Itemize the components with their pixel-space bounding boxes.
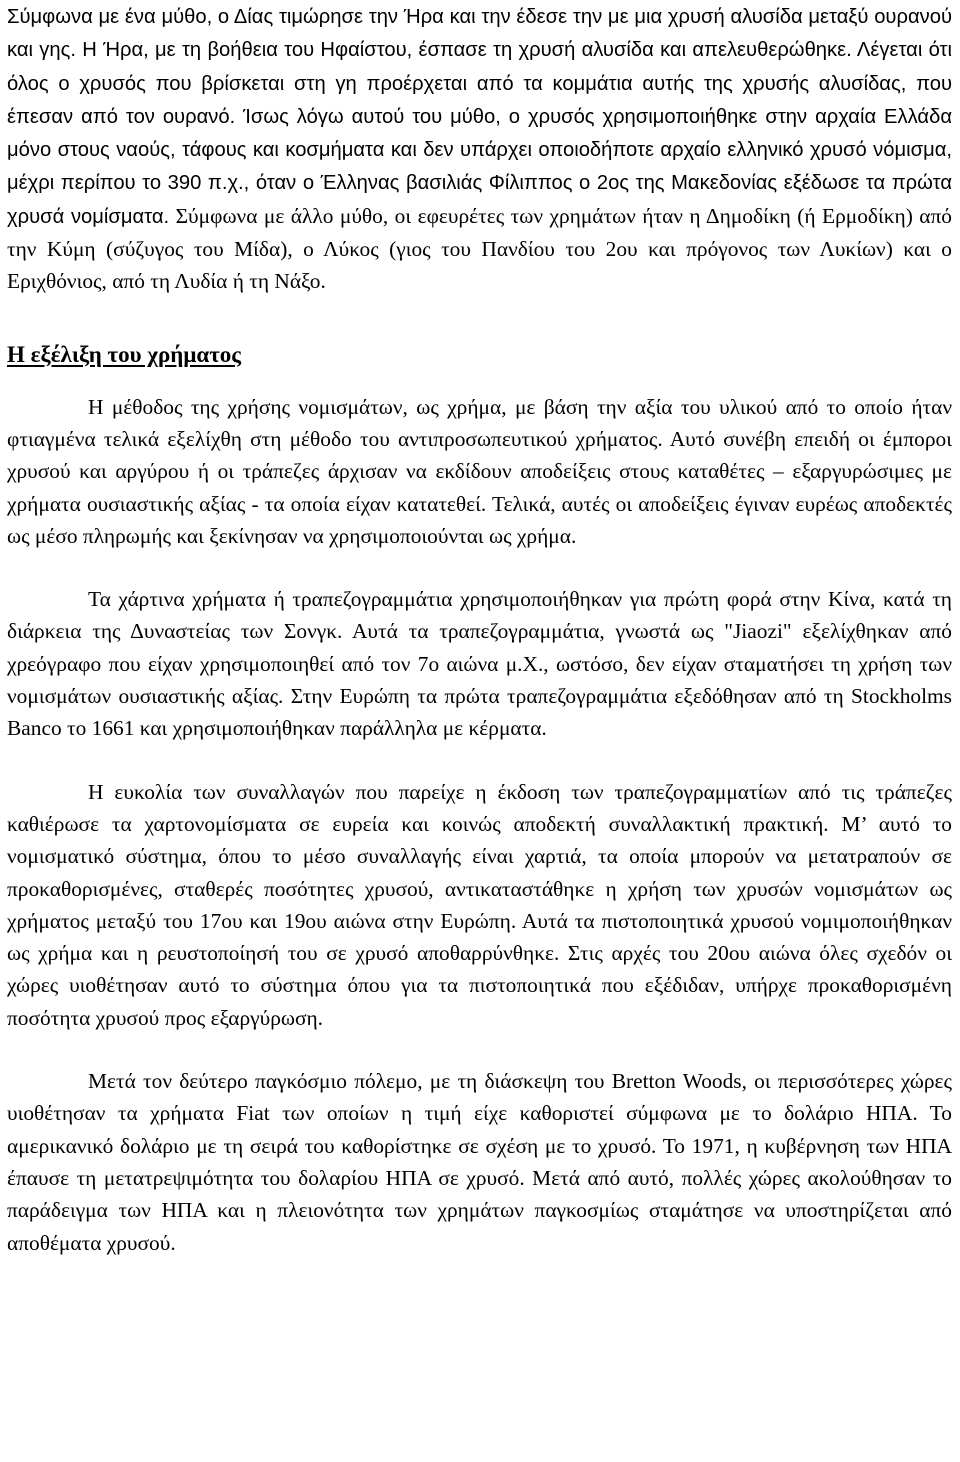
body-paragraph-4: Μετά τον δεύτερο παγκόσμιο πόλεμο, με τη διάσκεψη του Bretton Woods, οι περισσότερες χώρες υιοθέτησαν τα χρήματα Fiat των οποίων η τιμή είχε καθοριστεί σύμφωνα με το δολάριο ΗΠΑ. Το αμερικανικό δολάριο με τη σειρά του καθορίστηκε σε σχέση με το χρυσό. Το 1971, η κυβέρνηση των ΗΠΑ έπαυσε τη μετατρεψιμότητα του δολαρίου ΗΠΑ σε χρυσό. Μετά από αυτό, πολλές χώρες ακολούθησαν το παράδειγμα των ΗΠΑ και η πλειονότητα των χρημάτων παγκοσμίως σταμάτησε να υποστηρίζεται από αποθέματα χρυσού. xyxy=(7,1069,952,1255)
intro-text-serif: Σύμφωνα με άλλο μύθο, οι εφευρέτες των χρημάτων ήταν η Δημοδίκη (ή Ερμοδίκη) από την Κύμη (σύζυγος του Μίδα), ο Λύκος (γιος του Πανδίου του 2ου και πρόγονος των Λυκίων) και ο Εριχθόνιος, από τη Λυδία ή τη Νάξο. xyxy=(7,203,952,294)
document-page xyxy=(7,0,952,1259)
intro-paragraph xyxy=(7,0,952,298)
intro-text-sans: Σύμφωνα με ένα μύθο, ο Δίας τιμώρησε την Ήρα και την έδεσε την με μια χρυσή αλυσίδα μεταξύ ουρανού και γης. Η Ήρα, με τη βοήθεια του Ηφαίστου, έσπασε τη χρυσή αλυσίδα και απελευθερώθηκε. Λέγεται ότι όλος ο χρυσός που βρίσκεται στη γη προέρχεται από τα κομμάτια αυτής της χρυσής αλυσίδας, που έπεσαν από τον ουρανό. Ίσως λόγω αυτού του μύθο, ο χρυσός χρησιμοποιήθηκε στην αρχαία Ελλάδα μόνο στους ναούς, τάφους και κοσμήματα και δεν υπάρχει οποιοδήποτε αρχαίο ελληνικό χρυσό νόμισμα, μέχρι περίπου το 390 π.χ., όταν ο Έλληνας βασιλιάς Φίλιππος ο 2ος της Μακεδονίας εξέδωσε τα πρώτα χρυσά νομίσματα. xyxy=(7,6,952,228)
section-heading: Η εξέλιξη του χρήματος xyxy=(7,341,241,367)
body-paragraph-2: Τα χάρτινα χρήματα ή τραπεζογραμμάτια χρησιμοποιήθηκαν για πρώτη φορά στην Κίνα, κατά τη διάρκεια της Δυναστείας των Σονγκ. Αυτά τα τραπεζογραμμάτια, γνωστά ως "Jiaozi" εξελίχθηκαν από χρεόγραφο που είχαν χρησιμοποιηθεί από τον 7ο αιώνα μ.Χ., ωστόσο, δεν είχαν σταματήσει τη χρήση των νομισμάτων ουσιαστικής αξίας. Στην Ευρώπη τα πρώτα τραπεζογραμμάτια εξεδόθησαν από τη Stockholms Banco το 1661 και χρησιμοποιήθηκαν παράλληλα με κέρματα. xyxy=(7,587,952,741)
body-paragraph-3: Η ευκολία των συναλλαγών που παρείχε η έκδοση των τραπεζογραμματίων από τις τράπεζες καθιέρωσε τα χαρτονομίσματα σε ευρεία και κοινώς αποδεκτή συναλλακτική πρακτική. Μ’ αυτό το νομισματικό σύστημα, όπου το μέσο συναλλαγής είναι χαρτιά, τα οποία μπορούν να μετατραπούν σε προκαθορισμένες, σταθερές ποσότητες χρυσού, αντικαταστάθηκε η χρήση των χρυσών νομισμάτων ως χρήματος μεταξύ του 17ου και 19ου αιώνα στην Ευρώπη. Αυτά τα πιστοποιητικά χρυσού νομιμοποιήθηκαν ως χρήμα και η ρευστοποίησή του σε χρυσό αποθαρρύνθηκε. Στις αρχές του 20ου αιώνα όλες σχεδόν οι χώρες υιοθέτησαν αυτό το σύστημα όπου για τα πιστοποιητικά που εξέδιδαν, υπήρχε προκαθορισμένη ποσότητα χρυσού προς εξαργύρωση. xyxy=(7,779,952,1030)
body-paragraph-1: Η μέθοδος της χρήσης νομισμάτων, ως χρήμα, με βάση την αξία του υλικού από το οποίο ήταν φτιαγμένα τελικά εξελίχθη στη μέθοδο του αντιπροσωπευτικού χρήματος. Αυτό συνέβη επειδή οι έμποροι χρυσού και αργύρου ή οι τράπεζες άρχισαν να εκδίδουν αποδείξεις στους καταθέτες – εξαργυρώσιμες με χρήματα ουσιαστικής αξίας - τα οποία είχαν κατατεθεί. Τελικά, αυτές οι αποδείξεις έγιναν ευρέως αποδεκτές ως μέσο πληρωμής και ξεκίνησαν να χρησιμοποιούνται ως χρήμα. xyxy=(7,394,952,548)
